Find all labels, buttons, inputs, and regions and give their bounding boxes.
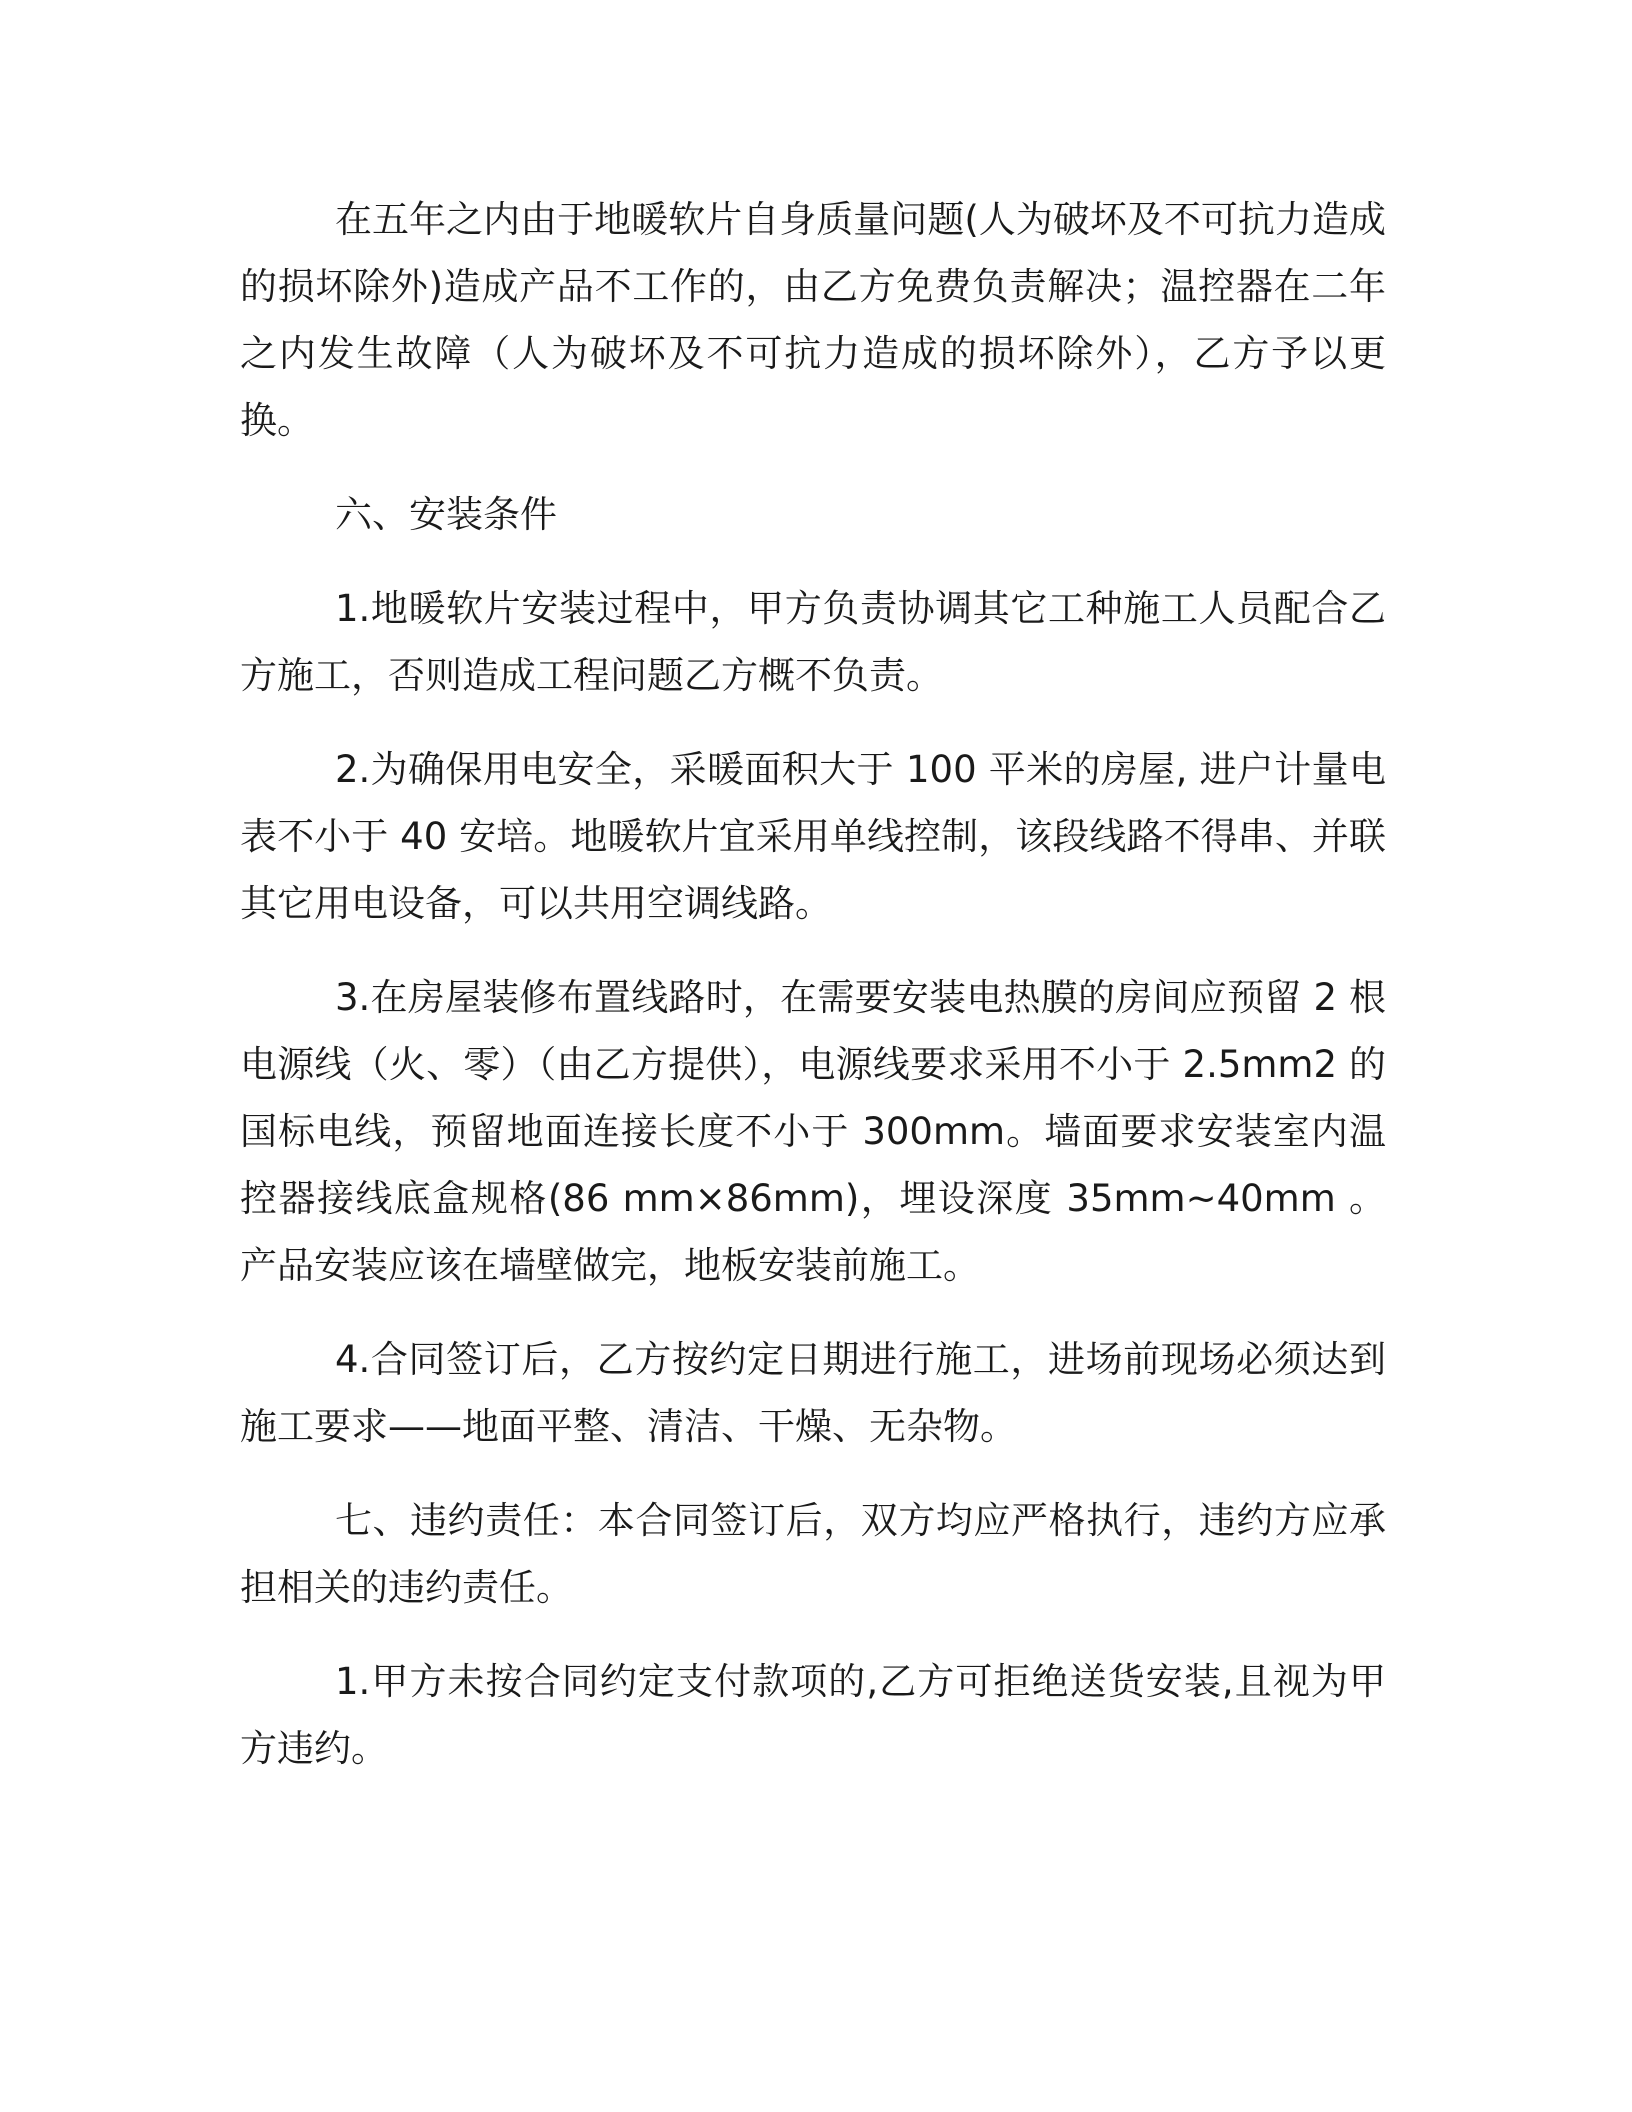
paragraph-warranty: 在五年之内由于地暖软片自身质量问题(人为破坏及不可抗力造成的损坏除外)造成产品不工作的，由乙方免费负责解决；温控器在二年之内发生故障（人为破坏及不可抗力造成的损坏除外），乙方予以更换。 [240,198,1386,442]
paragraph-installation-2: 2.为确保用电安全，采暖面积大于 100 平米的房屋, 进户计量电表不小于 40 安培。地暖软片宜采用单线控制，该段线路不得串、并联其它用电设备，可以共用空调线路。 [240,748,1386,925]
paragraph-installation-3: 3.在房屋装修布置线路时，在需要安装电热膜的房间应预留 2 根电源线（火、零）（由乙方提供），电源线要求采用不小于 2.5mm2 的国标电线，预留地面连接长度不小于 300mm。墙面要求安装室内温控器接线底盒规格(86 mm×86mm)，埋设深度 35mm~40mm 。产品安装应该在墙壁做完，地板安装前施工。 [240,976,1386,1287]
paragraph-breach-1: 1.甲方未按合同约定支付款项的,乙方可拒绝送货安装,且视为甲方违约。 [240,1660,1386,1770]
section-heading-installation-conditions: 六、安装条件 [335,493,557,536]
section-heading-breach-liability: 七、违约责任：本合同签订后，双方均应严格执行，违约方应承担相关的违约责任。 [240,1499,1386,1609]
paragraph-installation-4: 4.合同签订后，乙方按约定日期进行施工，进场前现场必须达到施工要求——地面平整、清洁、干燥、无杂物。 [240,1338,1386,1448]
document-body [240,186,1386,1809]
paragraph-installation-1: 1.地暖软片安装过程中，甲方负责协调其它工种施工人员配合乙方施工，否则造成工程问题乙方概不负责。 [240,587,1386,697]
